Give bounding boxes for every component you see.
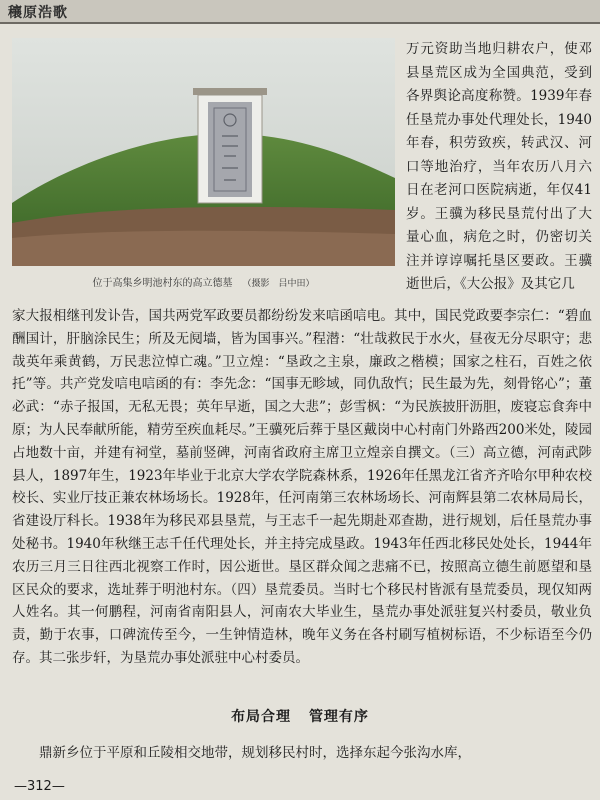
page-number: —312— xyxy=(14,779,65,794)
section-heading-part2: 管理有序 xyxy=(308,709,369,725)
running-header xyxy=(0,0,600,24)
section-heading-part1: 布局合理 xyxy=(231,709,292,725)
photo-credit: （摄影 吕中田） xyxy=(242,279,315,289)
photo-caption xyxy=(12,274,395,289)
final-paragraph: 鼎新乡位于平原和丘陵相交地带，规划移民村时，选择东起今张沟水库， xyxy=(39,745,471,761)
body-text: 家大报相继刊发讣告，国共两党军政要员都纷纷发来唁函唁电。其中，国民党政要李宗仁：“碧血酬国计，肝脑涂民生；所及无阋墙，皆为国事兴。”程潜：“壮哉救民于水火，昼夜无分尽职守；悲哉英年乘黄鹤，万民悲泣悼亡魂。”卫立煌：“垦政之主泉，廉政之楷模；国家之柱石，百姓之依托”等。共产党发唁电唁函的有：李先念：“国事无畛域，同仇敌忾；民生最为先，刻骨铭心”；董必武：“赤子报国，无私无畏；英年早逝，国之大悲”；彭雪枫：“为民族披肝沥胆，废寝忘食奔中原；为人民奉献所能，精劳至疾血耗尽。”王骥死后葬于垦区戴岗中心村南门外路西200米处，陵园占地数十亩，并建有祠堂，墓前竖碑，河南省政府主席卫立煌亲自撰文。（三）高立德，河南武陟县人，1897年生，1923年毕业于北京大学农学院森林系，1926年任黑龙江省齐齐哈尔甲种农校校长、实业厅技正兼农林场场长。1928年，任河南第三农林场场长、河南辉县第二农林局局长，省建设厅科长。1938年为移民邓县垦荒，与王志千一起先期赴邓查勘，进行规划，后任垦荒办事处秘书。1940年秋继王志千任代理处长，并主持完成垦政。1943年任西北移民处处长，1944年农历三月三日往西北视察工作时，因公逝世。垦区群众闻之悲痛不已，按照高立德生前愿望和垦区民众的要求，选址葬于明池村东。（四）垦荒委员。当时七个移民村皆派有垦荒委员，现仅知两人姓名。其一何鹏程，河南省南阳县人，河南农大毕业生，垦荒办事处派驻复兴村委员，敬业负责，勤于农事，口碑流传至今，一生钟情造林，晚年义务在各村刷写植树标语，不少标语至今仍存。其二张步轩，为垦荒办事处派驻中心村委员。 xyxy=(12,308,592,666)
tomb-photo xyxy=(12,38,395,266)
section-heading xyxy=(0,706,600,726)
book-title: 穰原浩歌 xyxy=(8,5,68,21)
side-column-text: 万元资助当地归耕农户，使邓县垦荒区成为全国典范，受到各界舆论高度称赞。1939年春任垦荒办事处代理处长，1940年春，积劳致疾，转武汉、河口等地治疗，当年农历八月六日在老河口医院病逝，年仅41岁。王骥为移民垦荒付出了大量心血，病危之时，仍密切关注并谆谆嘱托垦区要政。王骥逝世后，《大公报》及其它几 xyxy=(406,41,592,292)
caption-text: 位于高集乡明池村东的高立德墓 xyxy=(92,278,233,289)
